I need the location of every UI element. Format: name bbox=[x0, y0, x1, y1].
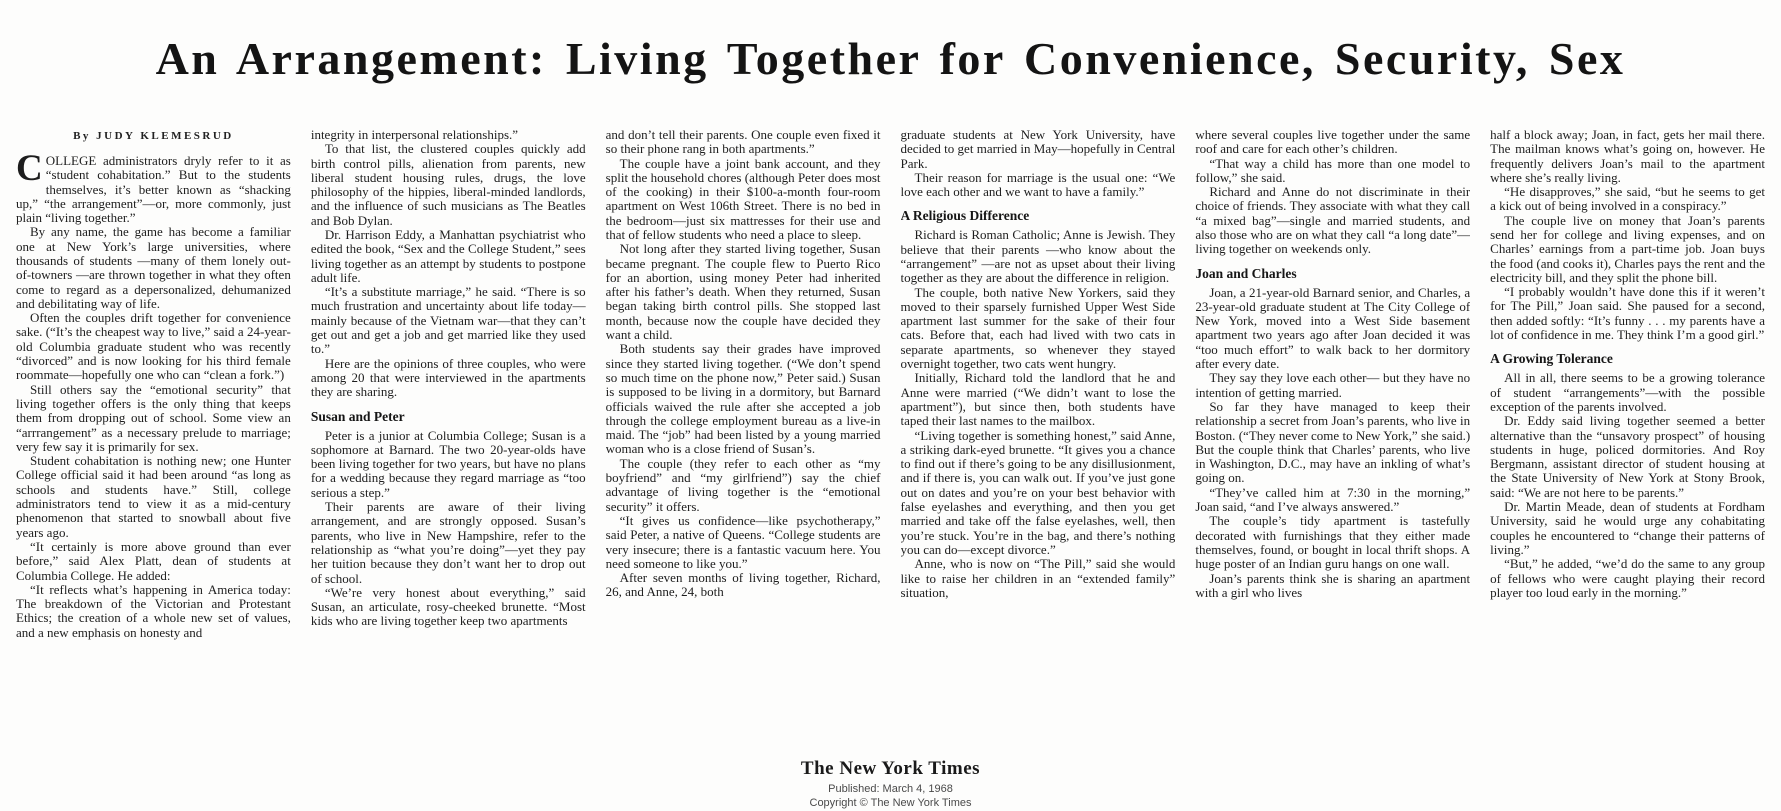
article-footer bbox=[0, 742, 1781, 811]
article-paragraph: “It reflects what’s happening in America today: The breakdown of the Victorian and Protestant Ethics; the creation of a whole new set of values, and a new emphasis on honesty and bbox=[16, 581, 291, 640]
article-paragraph: They say they love each other— but they have no intention of getting married. bbox=[1195, 370, 1471, 400]
article-column-5 bbox=[1195, 128, 1470, 742]
article-body bbox=[0, 114, 1781, 742]
section-subhead-a-religious-difference: A Religious Difference bbox=[900, 208, 1030, 224]
article-paragraph: Their reason for marriage is the usual one: “We love each other and we want to have a family.” bbox=[900, 169, 1176, 200]
article-paragraph: Richard is Roman Catholic; Anne is Jewish. They believe that their parents —who know about the “arrangement” —are not as upset about their living together as they are about the difference in religion. bbox=[900, 227, 1176, 286]
article-paragraph: All in all, there seems to be a growing tolerance of student “arrangements”—with the possible exception of the parents involved. bbox=[1490, 370, 1765, 414]
article-paragraph: “I probably wouldn’t have done this if it weren’t for The Pill,” Joan said. She paused for a second, then added softly: “It’s funny . . . my parents have a lot of confidence in me. They think I’m a good girl.” bbox=[1490, 284, 1765, 343]
article-column-6 bbox=[1490, 128, 1765, 742]
article-paragraph: Here are the opinions of three couples, who were among 20 that were interviewed in the apartments they are sharing. bbox=[310, 355, 586, 400]
published-date: Published: March 4, 1968 bbox=[828, 782, 953, 795]
article-paragraph: Still others say the “emotional security” that living together offers is the only thing that keeps them from dropping out of school. Some view an “arrrangement” as a necessary prelude to marriage; very few say it is primarily for sex. bbox=[16, 381, 291, 454]
article-column-1 bbox=[16, 128, 291, 742]
article-paragraph: So far they have managed to keep their relationship a secret from Joan’s parents, who live in Boston. (“They never come to New York,” she said.) But the couple think that Charles’ parents, who live in Washington, D.C., may have an inkling of what’s going on. bbox=[1195, 398, 1471, 486]
article-paragraph: and don’t tell their parents. One couple even fixed it so their phone rang in both apartments.” bbox=[605, 127, 881, 157]
article-paragraph: Anne, who is now on “The Pill,” said she would like to raise her children in an “extended family” situation, bbox=[900, 556, 1176, 600]
article-paragraph: Dr. Eddy said living together seemed a better alternative than the “unsavory prospect” of housing students in huge, policed dormitories. And Roy Bergmann, assistant director of student housing at the State University of New York at Stony Brook, said: “We are not here to be parents.” bbox=[1490, 413, 1765, 500]
article-column-2 bbox=[311, 128, 586, 742]
article-paragraph: After seven months of living together, Richard, 26, and Anne, 24, both bbox=[605, 570, 881, 600]
article-paragraph: Initially, Richard told the landlord that he and Anne were married (“We didn’t want to lose the apartment”), but since then, both students have taped their last names to the mailbox. bbox=[900, 370, 1176, 429]
article-paragraph: COLLEGE administrators dryly refer to it as “student cohabitation.” But to the students themselves, it’s better known as “shacking up,” “the arrangement”—or, more commonly, just plain “living together.” bbox=[16, 147, 291, 226]
article-paragraph: Often the couples drift together for convenience sake. (“It’s the cheapest way to live,” said a 24-year-old Columbia graduate student who was recently “divorced” and is now looking for his third female roommate—hopefully one who can “clean a fork.”) bbox=[16, 310, 291, 383]
headline: An Arrangement: Living Together for Convenience, Security, Sex bbox=[155, 32, 1626, 84]
article-paragraph: Dr. Harrison Eddy, a Manhattan psychiatrist who edited the book, “Sex and the College Student,” sees living together as an attempt by students to postpone adult life. bbox=[310, 227, 586, 285]
byline: By JUDY KLEMESRUD bbox=[73, 129, 234, 142]
article-paragraph: half a block away; Joan, in fact, gets her mail there. The mailman knows what’s going on, however. He frequently delivers Joan’s mail to the apartment where she’s really living. bbox=[1490, 127, 1765, 185]
article-paragraph: graduate students at New York University, have decided to get married in May—hopefully in Central Park. bbox=[900, 127, 1176, 171]
article-paragraph: By any name, the game has become a familiar one at New York’s large universities, where thousands of students —many of them lonely out-of-towners —are thrown together in what they often come to regard as a depersonalized, dehumanized and debilitating way of life. bbox=[16, 224, 291, 311]
article-paragraph: The couple (they refer to each other as “my boyfriend” and “my girlfriend”) say the chief advantage of living together is the “emotional security” it offers. bbox=[605, 455, 881, 514]
nyt-logo: The New York Times bbox=[800, 757, 981, 779]
article-paragraph: “It’s a substitute marriage,” he said. “There is so much frustration and uncertainty about life today—mainly because of the Vietnam war—that they can’t get out and get a job and get married like they used to.” bbox=[310, 284, 586, 357]
article-paragraph: “Living together is something honest,” said Anne, a striking dark-eyed brunette. “It gives you a chance to find out if there’s going to be any disillusionment, and if there is, you can walk out. If you’ve just gone out on dates and you’re on your best behavior with false eyelashes and everything, and then you get married and take off the false eyelashes, well, then you’re stuck. You’re in the bag, and there’s nothing you can do—except divorce.” bbox=[900, 427, 1176, 557]
article-paragraph: Joan, a 21-year-old Barnard senior, and Charles, a 23-year-old graduate student at The City College of New York, moved into a West Side basement apartment two years ago after Joan decided it was “too much effort” to walk back to her dormitory after every date. bbox=[1195, 284, 1471, 372]
article-paragraph: Not long after they started living together, Susan became pregnant. The couple flew to Puerto Rico for an abortion, using money Peter had inherited after his father’s death. When they returned, Susan began taking birth control pills. She stopped last month, because now the couple have decided they want a child. bbox=[605, 241, 881, 343]
article-paragraph: integrity in interpersonal relationships.” bbox=[310, 127, 519, 142]
article-paragraph: “That way a child has more than one model to follow,” she said. bbox=[1195, 155, 1471, 185]
article-paragraph: Dr. Martin Meade, dean of students at Fordham University, said he would urge any cohabitating couples he encountered to “change their patterns of living.” bbox=[1490, 499, 1765, 557]
article-paragraph: The couple live on money that Joan’s parents send her for college and living expenses, and on Charles’ earnings from a part-time job. Joan buys the food (and cooks it), Charles pays the rent and the electricity bill, and they split the phone bill. bbox=[1490, 212, 1765, 285]
article-column-4 bbox=[901, 128, 1176, 742]
article-paragraph: “It certainly is more above ground than ever before,” said Alex Platt, dean of students at Columbia College. He added: bbox=[16, 538, 291, 583]
article-paragraph: “He disapproves,” she said, “but he seems to get a kick out of being involved in a conspiracy.” bbox=[1490, 184, 1765, 214]
article-paragraph: “But,” he added, “we’d do the same to any group of fellows who were caught playing their record player too loud early in the morning.” bbox=[1490, 556, 1765, 600]
article-paragraph: The couple’s tidy apartment is tastefully decorated with furnishings that they either made themselves, found, or bought in local thrift shops. A huge poster of an Indian guru hangs on one wall. bbox=[1195, 513, 1471, 572]
article-paragraph: Student cohabitation is nothing new; one Hunter College official said it had been around “as long as schools and students have.” Still, college administrators tend to view it as a mid-century phenomenon that started to snowball about five years ago. bbox=[16, 453, 291, 540]
article-paragraph: Both students say their grades have improved since they started living together. (“We don’t spend so much time on the phone now,” Peter said.) Susan is supposed to be living in a dormitory, but Barnard officials waived the rule after she accepted a job through the college employment bureau as a live-in maid. The “job” had been listed by a young married woman who is a close friend of Susan’s. bbox=[605, 341, 881, 457]
article-paragraph: “It gives us confidence—like psychotherapy,” said Peter, a native of Queens. “College students are very insecure; there is a fantastic vacuum here. You need someone to like you.” bbox=[605, 512, 881, 571]
article-paragraph: “We’re very honest about everything,” said Susan, an articulate, rosy-cheeked brunette. “Most kids who are living together keep two apartments bbox=[310, 584, 586, 629]
article-paragraph: Their parents are aware of their living arrangement, and are strongly opposed. Susan’s parents, who live in New Hampshire, refer to the relationship as “what you’re doing”—yet they pay her tuition because they don’t want her to drop out of school. bbox=[310, 499, 586, 586]
section-subhead-susan-and-peter: Susan and Peter bbox=[310, 408, 405, 424]
article-paragraph: The couple have a joint bank account, and they split the household chores (although Peter does most of the cooking) in their $100-a-month four-room apartment on West 106th Street. There is no bed in the bedroom—just six mattresses for their use and that of fellow students who need a place to sleep. bbox=[605, 155, 881, 242]
article-column-3 bbox=[606, 128, 881, 742]
article-paragraph: Richard and Anne do not discriminate in their choice of friends. They associate with what they call “a mixed bag”—single and married students, and also those who are on what they call “a long date”—living together on weekends only. bbox=[1195, 184, 1471, 257]
section-subhead-a-growing-tolerance: A Growing Tolerance bbox=[1490, 351, 1613, 367]
masthead bbox=[0, 0, 1781, 83]
article-paragraph: where several couples live together under the same roof and care for each other’s children. bbox=[1195, 127, 1471, 157]
section-subhead-joan-and-charles: Joan and Charles bbox=[1195, 265, 1297, 281]
copyright-notice: Copyright © The New York Times bbox=[809, 797, 972, 810]
article-paragraph: “They’ve called him at 7:30 in the morning,” Joan said, “and I’ve always answered.” bbox=[1195, 484, 1471, 515]
article-paragraph: Peter is a junior at Columbia College; Susan is a sophomore at Barnard. The two 20-year-olds have been living together for two years, but have no plans for a wedding because they regard marriage as “too serious a step.” bbox=[310, 427, 586, 500]
article-paragraph: To that list, the clustered couples quickly add birth control pills, alienation from parents, new liberal student housing rules, drugs, the love philosophy of the hippies, liberal-minded landlords, and the influence of such musicians as The Beatles and Bob Dylan. bbox=[310, 141, 586, 228]
article-paragraph: Joan’s parents think she is sharing an apartment with a girl who lives bbox=[1195, 570, 1471, 600]
article-paragraph: The couple, both native New Yorkers, said they moved to their sparsely furnished Upper West Side apartment last summer for the sake of their four cats. Before that, each had lived with two cats in separate apartments, so whenever they stayed overnight together, two cats went hungry. bbox=[900, 284, 1176, 372]
